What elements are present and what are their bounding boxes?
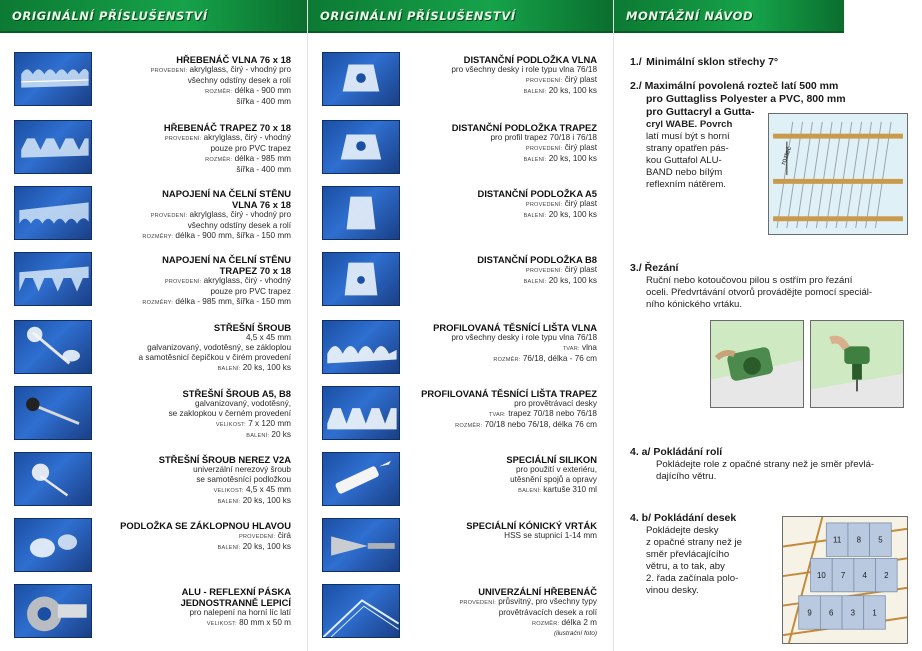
step-1: 1./ Minimální sklon střechy 7° — [630, 56, 779, 68]
stainless-screw-photo — [14, 452, 92, 506]
product-item: HŘEBENÁČ TRAPEZ 70 x 18 PROVEDENÍ: akrylglass, čirý - vhodný pouze pro PVC trapez ROZMĚR: délka - 985 mm šířka - 400 mm — [0, 118, 307, 180]
washer-photo — [14, 518, 92, 572]
product-item: STŘEŠNÍ ŠROUB 4,5 x 45 mm galvanizovaný, vodotěsný, se zákloplou a samotěsnicí čepičkou v čirém provedení BALENÍ: 20 ks, 100 ks — [0, 318, 307, 380]
spacer-trapez-photo — [322, 120, 400, 174]
product-title: DISTANČNÍ PODLOŽKA TRAPEZ — [451, 122, 597, 133]
product-title: DISTANČNÍ PODLOŽKA B8 — [477, 254, 597, 265]
product-title: NAPOJENÍ NA ČELNÍ STĚNU — [162, 254, 291, 265]
panel-order-number: 2 — [884, 571, 889, 581]
product-item: DISTANČNÍ PODLOŽKA VLNA pro všechny desky i role typu vlna 76/18 PROVEDENÍ: čirý plast BALENÍ: 20 ks, 100 ks — [308, 50, 613, 112]
batten-spacing-illustration — [768, 113, 908, 235]
product-title: HŘEBENÁČ VLNA 76 x 18 — [176, 54, 291, 65]
roof-screw-photo — [14, 320, 92, 374]
step-3: 3./ Řezání Ruční nebo kotoučovou pilou s ostřím pro řezání oceli. Předvrtávání otvorů provádějte pomocí speciál- ního kónického vrtáku. — [630, 262, 873, 310]
panel-order-number: 8 — [856, 535, 861, 545]
panel-accessories-left — [0, 0, 307, 651]
product-item: UNIVERZÁLNÍ HŘEBENÁČ PROVEDENÍ: průsvitný, pro všechny typy provětrávacích desek a rolí ROZMĚR: délka 2 m (ilustrační foto) — [308, 582, 613, 644]
product-item: NAPOJENÍ NA ČELNÍ STĚNU TRAPEZ 70 x 18 PROVEDENÍ: akrylglass, čirý - vhodný pouze pro PVC trapez ROZMĚRY: délka - 985 mm, šířka - 150 mm — [0, 250, 307, 312]
product-item: HŘEBENÁČ VLNA 76 x 18 PROVEDENÍ: akrylglass, čirý - vhodný pro všechny odstíny desek a rolí ROZMĚR: délka - 900 mm šířka - 400 mm — [0, 50, 307, 112]
section-header: MONTÁŽNÍ NÁVOD — [614, 0, 844, 33]
product-title: PROFILOVANÁ TĚSNÍCÍ LIŠTA VLNA — [433, 322, 597, 333]
product-item: PROFILOVANÁ TĚSNÍCÍ LIŠTA VLNA pro všechny desky i role typu vlna 76/18 TVAR: vlna ROZMĚR: 76/18, délka - 76 cm — [308, 318, 613, 380]
product-item: STŘEŠNÍ ŠROUB A5, B8 galvanizovaný, vodotěsný, se zaklopkou v černém provedení VELIKOST: 7 x 120 mm BALENÍ: 20 ks — [0, 384, 307, 446]
step-2: 2./ Maximální povolená rozteč latí 500 mm pro Guttagliss Polyester a PVC, 800 mm pro Guttacryl a Gutta- cryl WABE. Povrch latí musí být s horní strany opatřen pás- kou Guttafol ALU- BAND nebo bílým reflexním nátěrem. — [630, 80, 846, 190]
product-title: STŘEŠNÍ ŠROUB A5, B8 — [182, 388, 291, 399]
product-title: DISTANČNÍ PODLOŽKA VLNA — [463, 54, 597, 65]
product-item: SPECIÁLNÍ KÓNICKÝ VRTÁK HSS se stupnicí 1-14 mm — [308, 516, 613, 578]
product-title: SPECIÁLNÍ SILIKON — [506, 454, 597, 465]
panel-order-number: 5 — [878, 535, 883, 545]
panel-order-number: 10 — [817, 571, 826, 581]
roof-screw-a5-photo — [14, 386, 92, 440]
panel-order-number: 6 — [829, 608, 834, 618]
panel-accessories-middle — [307, 0, 613, 651]
product-item: DISTANČNÍ PODLOŽKA A5 PROVEDENÍ: čirý plast BALENÍ: 20 ks, 100 ks — [308, 184, 613, 246]
panel-order-number: 1 — [872, 608, 877, 618]
panel-installation-guide — [613, 0, 922, 651]
sealing-strip-wave-photo — [322, 320, 400, 374]
product-item: STŘEŠNÍ ŠROUB NEREZ V2A univerzální nerezový šroub se samotěsnící podložkou VELIKOST: 4,5 x 45 mm BALENÍ: 20 ks, 100 ks — [0, 450, 307, 512]
alu-tape-photo — [14, 584, 92, 638]
step-4b: 4. b/ Pokládání desek Pokládejte desky z opačné strany než je směr převlácajícího větru, a to tak, aby 2. řada začínala polo- vinou desky. — [630, 512, 742, 596]
product-title: UNIVERZÁLNÍ HŘEBENÁČ — [478, 586, 597, 597]
product-item: SPECIÁLNÍ SILIKON pro použití v exteriéru, utěsnění spojů a opravy BALENÍ: kartuše 310 ml — [308, 450, 613, 512]
spacing-dimension-label: rozteč — [780, 145, 794, 166]
wall-flashing-trapez-photo — [14, 252, 92, 306]
product-title: PODLOŽKA SE ZÁKLOPNOU HLAVOU — [120, 520, 291, 531]
product-title: PROFILOVANÁ TĚSNÍCÍ LIŠTA TRAPEZ — [421, 388, 597, 399]
spacer-b8-photo — [322, 252, 400, 306]
spacer-a5-photo — [322, 186, 400, 240]
step-drill-photo — [322, 518, 400, 572]
product-title: STŘEŠNÍ ŠROUB NEREZ V2A — [158, 454, 291, 465]
panel-order-number: 9 — [807, 608, 812, 618]
product-title: SPECIÁLNÍ KÓNICKÝ VRTÁK — [466, 520, 597, 531]
product-title: ALU - REFLEXNÍ PÁSKA — [181, 586, 291, 597]
panel-laying-diagram — [782, 516, 908, 644]
product-title: DISTANČNÍ PODLOŽKA A5 — [477, 188, 597, 199]
panel-order-number: 3 — [850, 608, 856, 618]
product-item: DISTANČNÍ PODLOŽKA B8 PROVEDENÍ: čirý plast BALENÍ: 20 ks, 100 ks — [308, 250, 613, 312]
product-title: NAPOJENÍ NA ČELNÍ STĚNU — [162, 188, 291, 199]
product-item: DISTANČNÍ PODLOŽKA TRAPEZ pro profil trapez 70/18 i 76/18 PROVEDENÍ: čirý plast BALENÍ: 20 ks, 100 ks — [308, 118, 613, 180]
panel-order-number: 4 — [862, 571, 867, 581]
ridge-wave-photo — [14, 52, 92, 106]
wall-flashing-wave-photo — [14, 186, 92, 240]
panel-order-number: 11 — [833, 535, 842, 545]
universal-ridge-photo — [322, 584, 400, 638]
saw-cutting-illustration — [710, 320, 804, 408]
section-header: ORIGINÁLNÍ PŘÍSLUŠENSTVÍ — [0, 0, 307, 33]
section-header: ORIGINÁLNÍ PŘÍSLUŠENSTVÍ — [308, 0, 613, 33]
drilling-illustration — [810, 320, 904, 408]
ridge-trapez-photo — [14, 120, 92, 174]
step-4a: 4. a/ Pokládání rolí Pokládejte role z opačné strany než je směr převlá- dajícího větru. — [630, 446, 875, 482]
spacer-wave-photo — [322, 52, 400, 106]
silicone-cartridge-photo — [322, 452, 400, 506]
product-item: PODLOŽKA SE ZÁKLOPNOU HLAVOU PROVEDENÍ: čirá BALENÍ: 20 ks, 100 ks — [0, 516, 307, 578]
product-title: STŘEŠNÍ ŠROUB — [213, 322, 291, 333]
product-item: NAPOJENÍ NA ČELNÍ STĚNU VLNA 76 x 18 PROVEDENÍ: akrylglass, čirý - vhodný pro všechny odstíny desek a rolí ROZMĚRY: délka - 900 mm, šířka - 150 mm — [0, 184, 307, 246]
product-title: HŘEBENÁČ TRAPEZ 70 x 18 — [163, 122, 291, 133]
product-item: ALU - REFLEXNÍ PÁSKA JEDNOSTRANNĚ LEPICÍ pro nalepení na horní líc latí VELIKOST: 80 mm x 50 m — [0, 582, 307, 644]
sealing-strip-trapez-photo — [322, 386, 400, 440]
product-item: PROFILOVANÁ TĚSNÍCÍ LIŠTA TRAPEZ pro provětrávací desky TVAR: trapez 70/18 nebo 76/18 ROZMĚR: 70/18 nebo 76/18, délka 76 cm — [308, 384, 613, 446]
panel-order-number: 7 — [840, 571, 846, 581]
